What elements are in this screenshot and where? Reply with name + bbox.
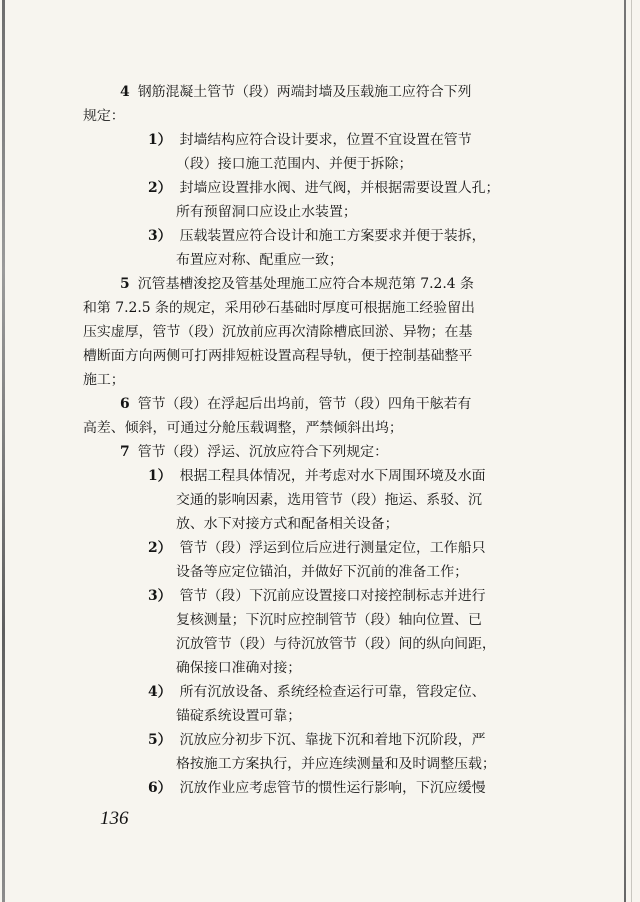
line-text: 封墙应设置排水阀、进气阀，并根据需要设置人孔； — [179, 180, 500, 196]
clause-4-line-5 — [83, 368, 125, 392]
line-text: 锚碇系统设置可靠； — [176, 708, 302, 724]
line-text: 管节（段）浮运、沉放应符合下列规定： — [137, 444, 388, 460]
item-number: 3） — [148, 588, 172, 604]
line-text: 封墙结构应符合设计要求，位置不宜设置在管节 — [179, 132, 472, 148]
clause-5-line-1 — [120, 392, 471, 416]
item-2-line-1 — [148, 176, 499, 200]
line-text: 布置应对称、配重应一致； — [176, 252, 343, 268]
item-9-line-2 — [176, 608, 482, 632]
line-text: 放、水下对接方式和配备相关设备； — [176, 516, 399, 532]
item-1-line-1 — [148, 128, 472, 152]
line-text: 压实虚厚，管节（段）沉放前应再次清除槽底回淤、异物；在基 — [83, 324, 473, 340]
item-number: 3） — [148, 228, 172, 244]
clause-0-line-2 — [83, 104, 125, 128]
line-text: 规定： — [83, 108, 125, 124]
item-7-line-2 — [176, 488, 482, 512]
item-11-line-1 — [148, 728, 486, 752]
item-9-line-1 — [148, 584, 486, 608]
line-text: 管节（段）在浮起后出坞前，管节（段）四角干舷若有 — [137, 396, 472, 412]
line-text: 根据工程具体情况，并考虑对水下周围环境及水面 — [179, 468, 486, 484]
item-10-line-1 — [148, 680, 486, 704]
item-number: 4） — [148, 684, 172, 700]
clause-4-line-4 — [83, 344, 472, 368]
line-text: （段）接口施工范围内、并便于拆除； — [176, 156, 413, 172]
item-number: 5） — [148, 732, 172, 748]
item-3-line-1 — [148, 224, 486, 248]
line-text: 压载装置应符合设计和施工方案要求并便于装拆， — [179, 228, 486, 244]
item-number: 2） — [148, 180, 172, 196]
clause-0-line-1 — [120, 80, 471, 104]
item-12-line-1 — [148, 776, 486, 800]
clause-number: 5 — [120, 276, 130, 292]
item-2-line-2 — [176, 200, 357, 224]
item-1-line-2 — [176, 152, 412, 176]
line-text: 沉放作业应考虑管节的惯性运行影响，下沉应缓慢 — [179, 780, 486, 796]
line-text: 和第 7.2.5 条的规定，采用砂石基础时厚度可根据施工经验留出 — [83, 300, 475, 316]
item-7-line-3 — [176, 512, 399, 536]
item-8-line-1 — [148, 536, 486, 560]
item-number: 1） — [148, 132, 172, 148]
item-10-line-2 — [176, 704, 301, 728]
line-text: 格按施工方案执行，并应连续测量和及时调整压载； — [176, 756, 496, 772]
line-text: 施工； — [83, 372, 125, 388]
line-text: 沉管基槽浚挖及管基处理施工应符合本规范第 7.2.4 条 — [137, 276, 474, 292]
line-text: 沉放应分初步下沉、靠拢下沉和着地下沉阶段，严 — [179, 732, 486, 748]
item-11-line-2 — [176, 752, 496, 776]
clause-4-line-2 — [83, 296, 475, 320]
clause-4-line-3 — [83, 320, 472, 344]
line-text: 确保接口准确对接； — [176, 660, 302, 676]
clause-number: 6 — [120, 396, 130, 412]
line-text: 钢筋混凝土管节（段）两端封墙及压载施工应符合下列 — [137, 84, 472, 100]
clause-4-line-1 — [120, 272, 474, 296]
item-9-line-3 — [176, 632, 496, 656]
clause-number: 4 — [120, 84, 130, 100]
item-8-line-2 — [176, 560, 468, 584]
line-text: 高差、倾斜，可通过分舱压载调整，严禁倾斜出坞； — [83, 420, 403, 436]
page-number: 136 — [100, 808, 129, 829]
line-text: 管节（段）下沉前应设置接口对接控制标志并进行 — [179, 588, 486, 604]
clause-6-line-1 — [120, 440, 388, 464]
line-text: 所有预留洞口应设止水装置； — [176, 204, 357, 220]
item-3-line-2 — [176, 248, 343, 272]
item-number: 2） — [148, 540, 172, 556]
line-text: 槽断面方向两侧可打两排短桩设置高程导轨，便于控制基础整平 — [83, 348, 473, 364]
line-text: 复核测量；下沉时应控制管节（段）轴向位置、已 — [176, 612, 482, 628]
clause-5-line-2 — [83, 416, 403, 440]
item-9-line-4 — [176, 656, 301, 680]
item-number: 6） — [148, 780, 172, 796]
line-text: 沉放管节（段）与待沉放管节（段）间的纵向间距， — [176, 636, 496, 652]
item-7-line-1 — [148, 464, 486, 488]
clause-number: 7 — [120, 444, 130, 460]
line-text: 所有沉放设备、系统经检查运行可靠，管段定位、 — [179, 684, 486, 700]
item-number: 1） — [148, 468, 172, 484]
line-text: 交通的影响因素，选用管节（段）拖运、系驳、沉 — [176, 492, 482, 508]
line-text: 设备等应定位锚泊，并做好下沉前的准备工作； — [176, 564, 469, 580]
line-text: 管节（段）浮运到位后应进行测量定位，工作船只 — [179, 540, 486, 556]
